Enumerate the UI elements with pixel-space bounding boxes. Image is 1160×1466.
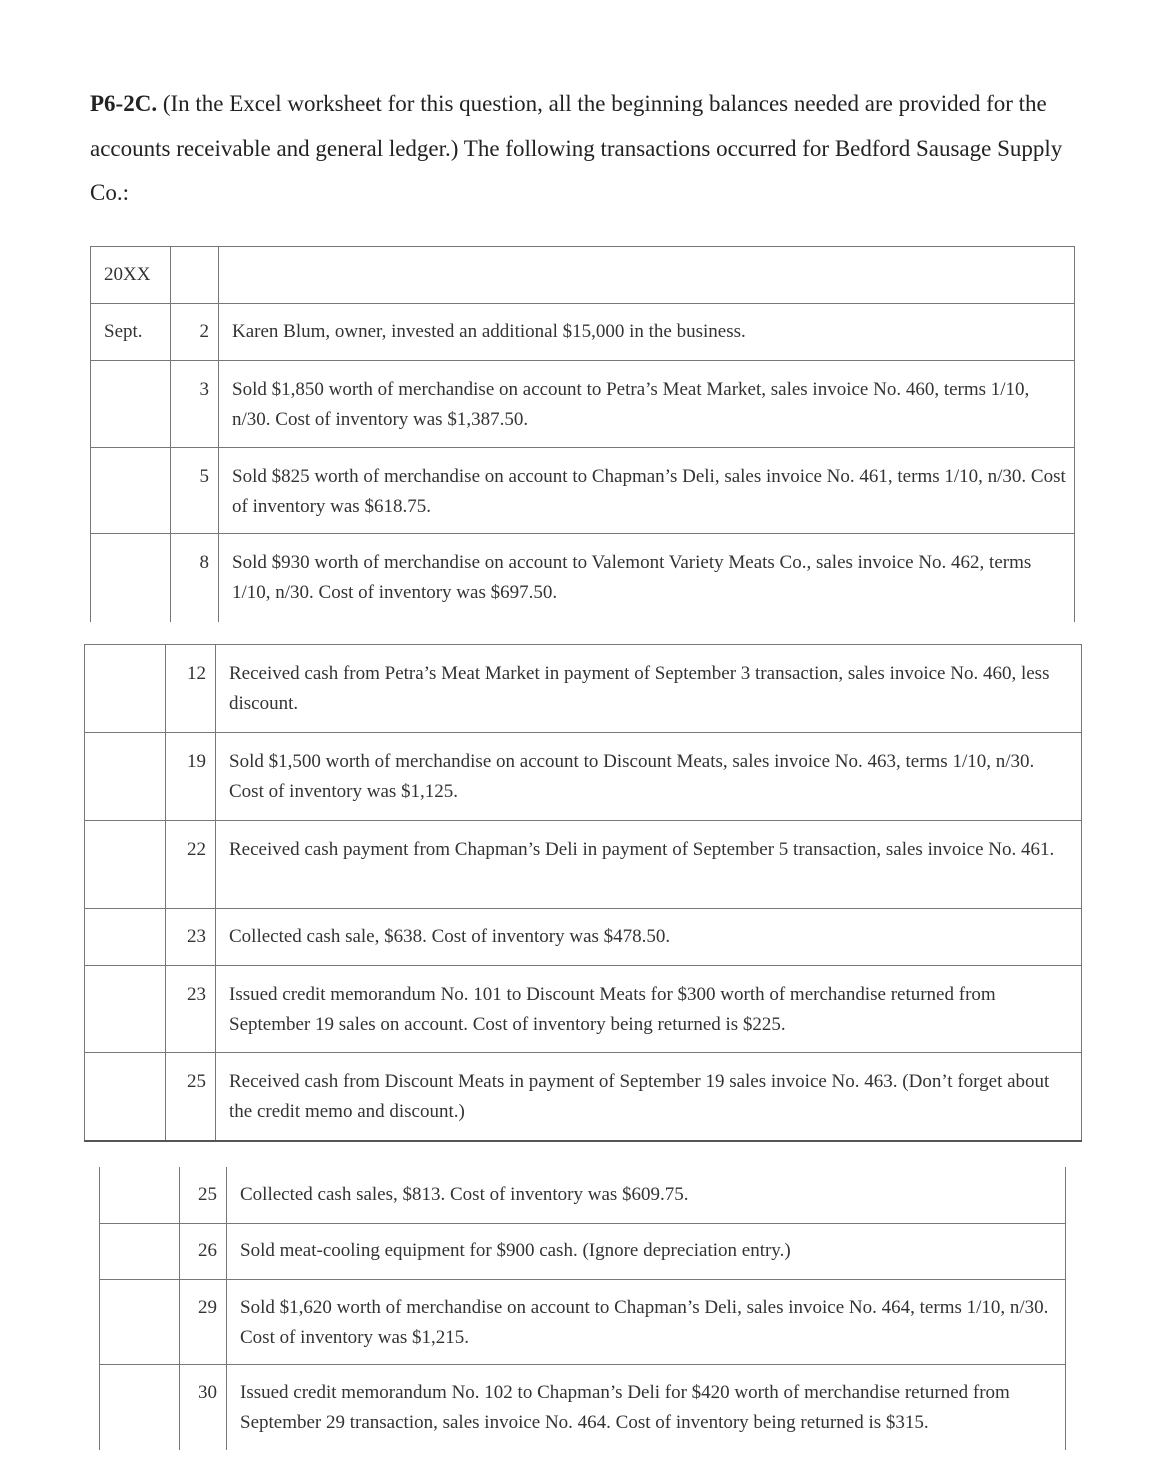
month-cell <box>85 645 166 733</box>
description-cell: Issued credit memorandum No. 101 to Discount Meats for $300 worth of merchandise returned from September 19 sales on account. Cost of inventory being returned is $225. <box>216 966 1082 1053</box>
month-cell <box>85 966 166 1053</box>
transactions-table-3 <box>99 1167 1066 1450</box>
month-cell <box>91 361 171 448</box>
table-row <box>100 1364 1066 1450</box>
day-cell: 23 <box>166 909 216 966</box>
description-cell: Sold $825 worth of merchandise on account to Chapman’s Deli, sales invoice No. 461, terms 1/10, n/30. Cost of inventory was $618.75. <box>219 448 1075 534</box>
month-cell <box>91 448 171 534</box>
month-cell <box>85 1053 166 1141</box>
problem-label: P6-2C. <box>90 91 158 116</box>
table-row <box>91 361 1075 448</box>
month-cell <box>100 1223 180 1279</box>
month-cell <box>91 534 171 622</box>
day-cell: 25 <box>166 1053 216 1141</box>
description-cell: Received cash from Petra’s Meat Market in payment of September 3 transaction, sales invoice No. 460, less discount. <box>216 645 1082 733</box>
day-cell: 8 <box>171 534 219 622</box>
description-cell: Karen Blum, owner, invested an additional $15,000 in the business. <box>219 304 1075 361</box>
transactions-table-1 <box>90 246 1075 622</box>
description-cell: Received cash payment from Chapman’s Deli in payment of September 5 transaction, sales invoice No. 461. <box>216 821 1082 909</box>
day-cell: 26 <box>180 1223 227 1279</box>
month-cell <box>85 821 166 909</box>
year-cell: 20XX <box>91 247 171 304</box>
description-cell: Collected cash sale, $638. Cost of inventory was $478.50. <box>216 909 1082 966</box>
table-row <box>100 1279 1066 1364</box>
day-cell: 12 <box>166 645 216 733</box>
description-cell: Sold $1,500 worth of merchandise on account to Discount Meats, sales invoice No. 463, terms 1/10, n/30. Cost of inventory was $1,125. <box>216 733 1082 821</box>
month-cell: Sept. <box>91 304 171 361</box>
description-cell: Sold $1,850 worth of merchandise on account to Petra’s Meat Market, sales invoice No. 460, terms 1/10, n/30. Cost of inventory was $1,387.50. <box>219 361 1075 448</box>
table-row <box>91 448 1075 534</box>
description-cell: Collected cash sales, $813. Cost of inventory was $609.75. <box>227 1167 1066 1223</box>
table-row <box>85 966 1082 1053</box>
day-cell: 3 <box>171 361 219 448</box>
day-cell: 25 <box>180 1167 227 1223</box>
table-row <box>85 909 1082 966</box>
table-row <box>85 733 1082 821</box>
month-cell <box>85 909 166 966</box>
day-cell: 19 <box>166 733 216 821</box>
table-row <box>100 1167 1066 1223</box>
day-cell: 29 <box>180 1279 227 1364</box>
month-cell <box>100 1167 180 1223</box>
description-cell: Received cash from Discount Meats in payment of September 19 sales invoice No. 463. (Don’t forget about the credit memo and discount.) <box>216 1053 1082 1141</box>
description-cell: Sold $930 worth of merchandise on account to Valemont Variety Meats Co., sales invoice No. 462, terms 1/10, n/30. Cost of inventory was $697.50. <box>219 534 1075 622</box>
table-row <box>91 304 1075 361</box>
description-cell: Sold meat-cooling equipment for $900 cash. (Ignore depreciation entry.) <box>227 1223 1066 1279</box>
description-cell <box>219 247 1075 304</box>
table-row <box>91 247 1075 304</box>
table-row <box>85 645 1082 733</box>
day-cell: 30 <box>180 1364 227 1450</box>
table-row <box>91 534 1075 622</box>
table-row <box>85 821 1082 909</box>
day-cell: 22 <box>166 821 216 909</box>
month-cell <box>85 733 166 821</box>
month-cell <box>100 1279 180 1364</box>
description-cell: Sold $1,620 worth of merchandise on account to Chapman’s Deli, sales invoice No. 464, terms 1/10, n/30. Cost of inventory was $1,215. <box>227 1279 1066 1364</box>
day-cell: 23 <box>166 966 216 1053</box>
table-row <box>100 1223 1066 1279</box>
transactions-table-2 <box>84 644 1082 1142</box>
problem-text: (In the Excel worksheet for this question, all the beginning balances needed are provided for the accounts receivable and general ledger.) The following transactions occurred for Bedford Sausage Supply Co.: <box>90 91 1063 205</box>
description-cell: Issued credit memorandum No. 102 to Chapman’s Deli for $420 worth of merchandise returned from September 29 transaction, sales invoice No. 464. Cost of inventory being returned is $315. <box>227 1364 1066 1450</box>
table-row <box>85 1053 1082 1141</box>
day-cell: 2 <box>171 304 219 361</box>
day-cell <box>171 247 219 304</box>
day-cell: 5 <box>171 448 219 534</box>
month-cell <box>100 1364 180 1450</box>
problem-intro <box>90 82 1080 216</box>
